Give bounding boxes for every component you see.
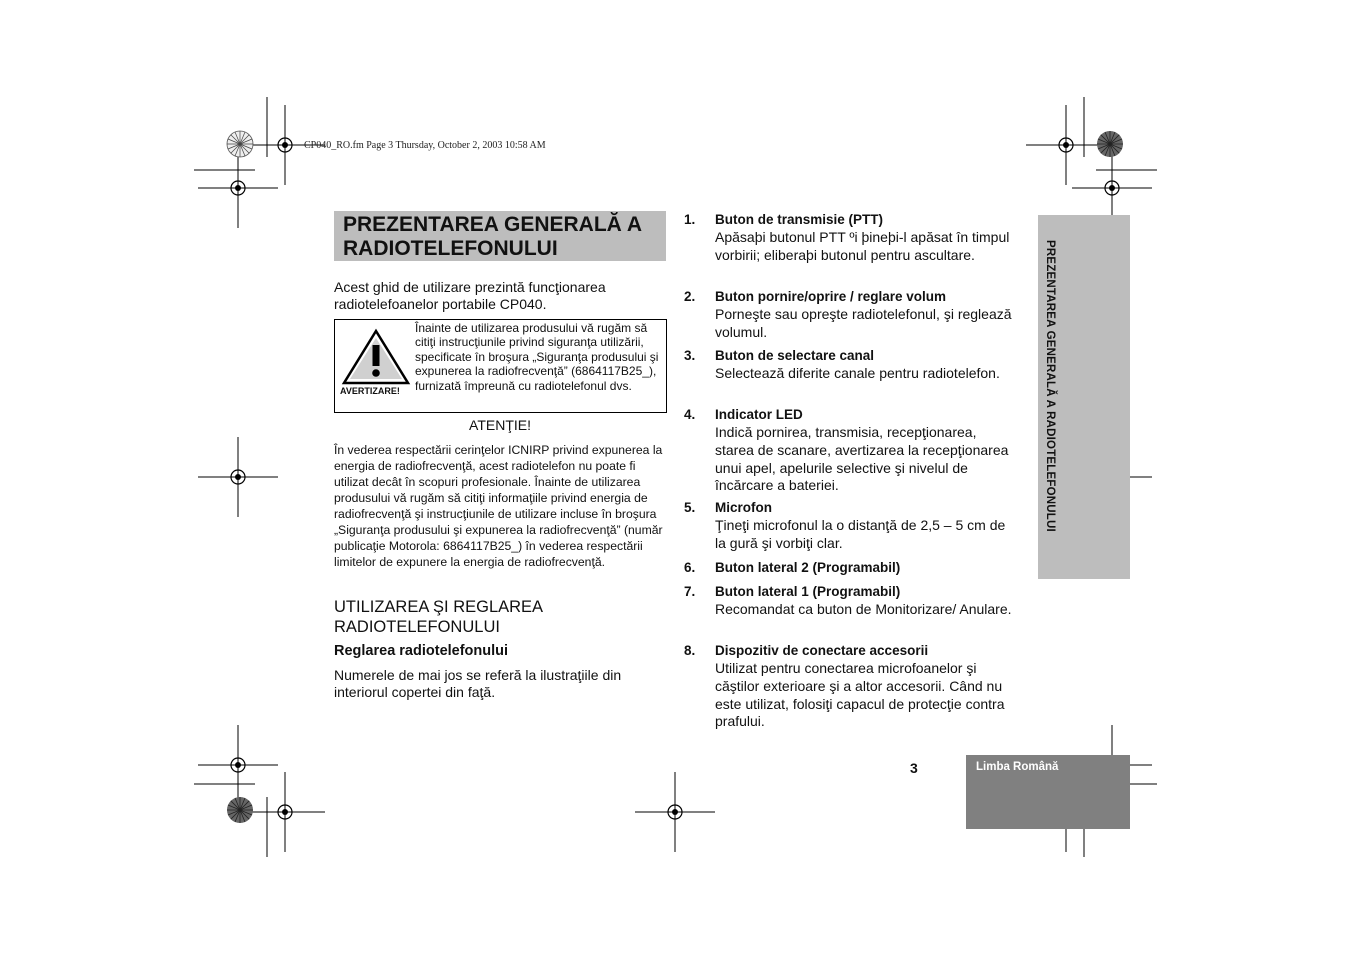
- attention-text: În vederea respectării cerinţelor ICNIRP privind expunerea la energia de radiofrecvenţă, acest radiotelefon nu poate fi utilizat decât în scopuri profesionale. Înainte de utilizarea produsului vă rugăm să citiţi informaţiile privind energia de radiofrecvenţă şi instrucţiunile de utilizare incluse în broşura „Siguranţa produsului şi expunerea la radiofrecvenţă” (număr publicaţie Motorola: 6864117B25_) în vederea respectării limitelor de expunere la energia de radiofrecvenţă.: [334, 443, 663, 569]
- item-description: Utilizat pentru conectarea microfoanelor şi căştilor exterioare şi a altor accesorii. Când nu este utilizat, folosiţi capacul de protecţie contra prafului.: [715, 660, 1005, 730]
- item-number: 7.: [684, 584, 696, 599]
- intro-paragraph: Acest ghid de utilizare prezintă funcţionarea radiotelefoanelor portabile CP040.: [334, 279, 606, 312]
- item-number: 2.: [684, 289, 696, 304]
- page-title: [343, 213, 673, 261]
- item-number: 1.: [684, 212, 696, 227]
- item-title: Buton pornire/oprire / reglare volum: [715, 289, 947, 304]
- item-title: Buton lateral 2 (Programabil): [715, 560, 901, 575]
- item-title: Buton lateral 1 (Programabil): [715, 584, 901, 599]
- item-description: Ţineţi microfonul la o distanţă de 2,5 – 5 cm de la gură şi vorbiţi clar.: [715, 517, 1006, 551]
- item-number: 6.: [684, 560, 696, 575]
- item-description: Indică pornirea, transmisia, recepţionarea, starea de scanare, avertizarea la recepţionarea unui apel, apelurile selective şi nivelul de încărcare a bateriei.: [715, 424, 1009, 494]
- item-description: Selectează diferite canale pentru radiotelefon.: [715, 365, 1000, 381]
- item-description: Apăsaþi butonul PTT ºi þineþi-l apăsat în timpul vorbirii; eliberaþi butonul pentru ascultare.: [715, 229, 1010, 263]
- page-title-line1: PREZENTAREA GENERALĂ A: [343, 213, 643, 236]
- item-number: 8.: [684, 643, 696, 658]
- item-title: Dispozitiv de conectare accesorii: [715, 643, 929, 658]
- item-title: Microfon: [715, 500, 772, 515]
- warning-text: Înainte de utilizarea produsului vă rugăm să citiţi instrucţiunile privind siguranţa utilizării, specificate în broşura „Siguranţa produsului şi expunerea la radiofrecvenţă” (6864117B25_), furnizată împreună cu radiotelefonul dvs.: [415, 321, 659, 393]
- item-description: Recomandat ca buton de Monitorizare/ Anulare.: [715, 601, 1012, 617]
- item-number: 5.: [684, 500, 696, 515]
- item-number: 4.: [684, 407, 696, 422]
- attention-heading: ATENŢIE!: [469, 417, 531, 433]
- footer-language: Limba Română: [976, 761, 1059, 773]
- warning-label: AVERTIZARE!: [340, 386, 400, 396]
- item-title: Buton de selectare canal: [715, 348, 875, 363]
- item-title: Indicator LED: [715, 407, 803, 422]
- section-title-usage: UTILIZAREA ŞI REGLAREA RADIOTELEFONULUI: [334, 598, 543, 636]
- page-title-line2: RADIOTELEFONULUI: [343, 237, 558, 260]
- subsection-title: Reglarea radiotelefonului: [334, 643, 509, 659]
- file-header-line: CP040_RO.fm Page 3 Thursday, October 2, 2003 10:58 AM: [304, 140, 546, 151]
- page-number: 3: [910, 760, 918, 776]
- item-number: 3.: [684, 348, 696, 363]
- side-tab-label: PREZENTAREA GENERALĂ A RADIOTELEFONULUI: [1044, 240, 1056, 532]
- item-title: Buton de transmisie (PTT): [715, 212, 884, 227]
- subsection-text: Numerele de mai jos se referă la ilustraţiile din interiorul copertei din faţă.: [334, 667, 622, 700]
- item-description: Porneşte sau opreşte radiotelefonul, şi reglează volumul.: [715, 306, 1012, 340]
